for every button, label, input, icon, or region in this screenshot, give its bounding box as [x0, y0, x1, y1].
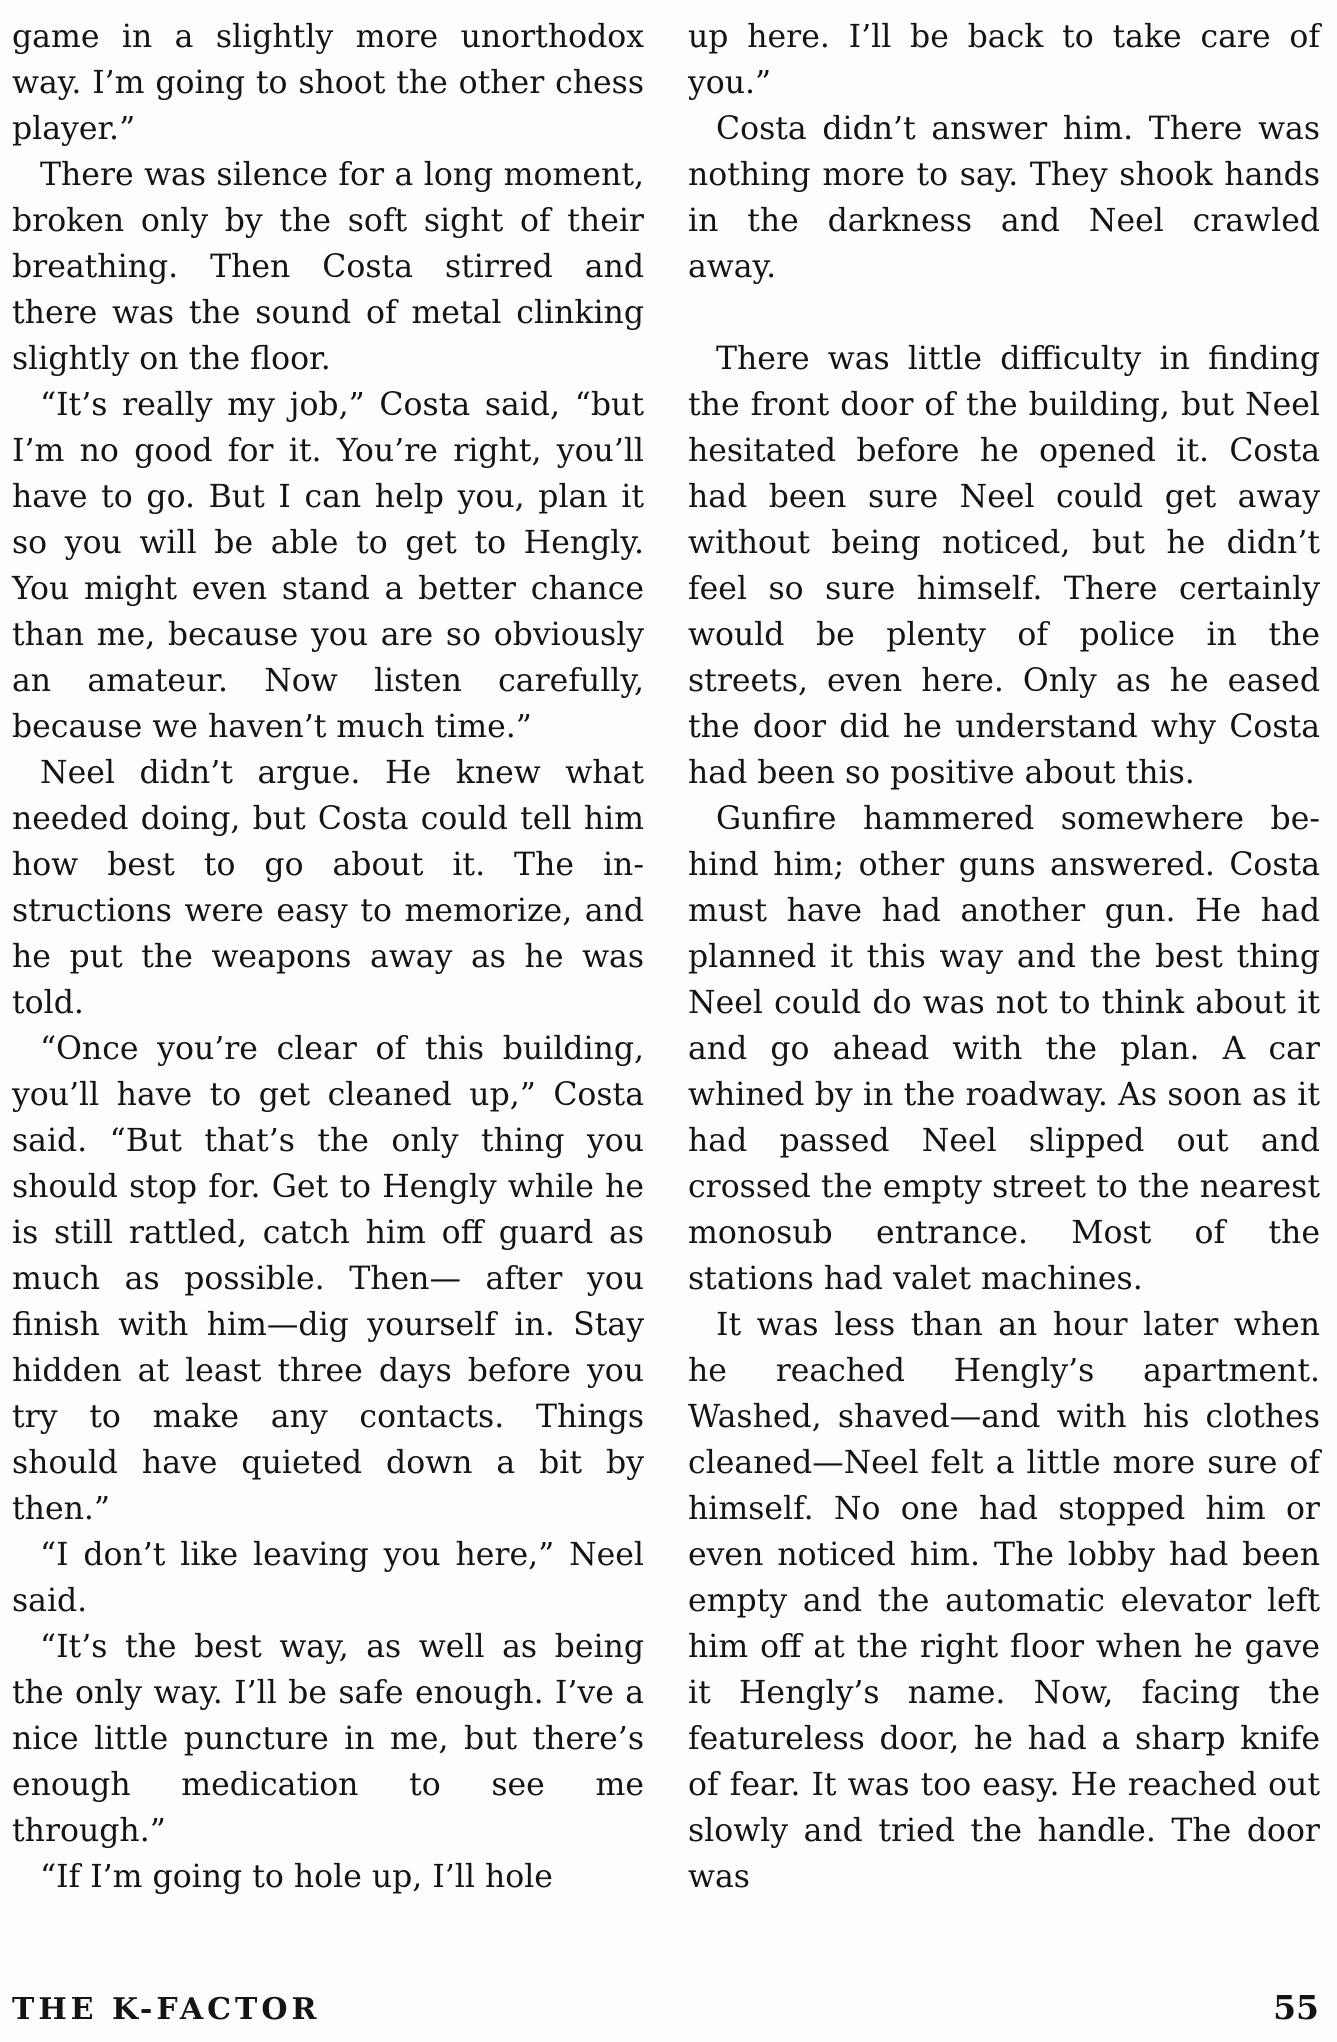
section-break	[688, 290, 1320, 336]
paragraph: “It’s the best way, as well as being the only way. I’ll be safe enough. I’ve a nice little puncture in me, but there’s enough medication to see me through.”	[12, 1629, 644, 1849]
paragraph: Costa didn’t answer him. There was nothing more to say. They shook hands in the darkness and Neel crawled away.	[688, 111, 1320, 285]
paragraph: There was little difficulty in finding the front door of the building, but Neel hesitated before he opened it. Costa had been sure Neel could get away without being noticed, but he didn’t feel so sure himself. There certainly would be plenty of police in the streets, even here. Only as he eased the door did he understand why Costa had been so positive about this.	[688, 341, 1320, 791]
page-number: 55	[1273, 1988, 1319, 2027]
paragraph: up here. I’ll be back to take care of you.”	[688, 19, 1320, 101]
left-column	[12, 14, 644, 1900]
paragraph: “If I’m going to hole up, I’ll hole	[40, 1859, 553, 1895]
paragraph: Gunfire hammered somewhere behind him; other guns answered. Costa must have had another gun. He had planned it this way and the best thing Neel could do was not to think about it and go ahead with the plan. A car whined by in the roadway. As soon as it had passed Neel slipped out and crossed the empty street to the nearest monosub entrance. Most of the stations had valet machines.	[688, 801, 1320, 1297]
paragraph: “It’s really my job,” Costa said, “but I’m no good for it. You’re right, you’ll have to go. But I can help you, plan it so you will be able to get to Hengly. You might even stand a better chance than me, because you are so obviously an amateur. Now listen carefully, because we haven’t much time.”	[12, 387, 644, 745]
paragraph: Neel didn’t argue. He knew what needed doing, but Costa could tell him how best to go about it. The instructions were easy to memorize, and he put the weapons away as he was told.	[12, 755, 644, 1021]
page-footer	[12, 1988, 1319, 2027]
running-title: THE K-FACTOR	[12, 1992, 321, 2027]
paragraph: “I don’t like leaving you here,” Neel said.	[12, 1537, 644, 1619]
right-column	[688, 14, 1320, 1900]
paragraph: It was less than an hour later when he reached Hengly’s apartment. Washed, shaved—and with his clothes cleaned—Neel felt a little more sure of himself. No one had stopped him or even noticed him. The lobby had been empty and the automatic elevator left him off at the right floor when he gave it Hengly’s name. Now, facing the featureless door, he had a sharp knife of fear. It was too easy. He reached out slowly and tried the handle. The door was	[688, 1307, 1320, 1895]
paragraph: “Once you’re clear of this building, you’ll have to get cleaned up,” Costa said. “But that’s the only thing you should stop for. Get to Hengly while he is still rattled, catch him off guard as much as possible. Then— after you finish with him—dig yourself in. Stay hidden at least three days before you try to make any contacts. Things should have quieted down a bit by then.”	[12, 1031, 644, 1527]
paragraph: game in a slightly more unorthodox way. I’m going to shoot the other chess player.”	[12, 19, 644, 147]
paragraph: There was silence for a long moment, broken only by the soft sight of their breathing. Then Costa stirred and there was the sound of metal clinking slightly on the floor.	[12, 157, 644, 377]
